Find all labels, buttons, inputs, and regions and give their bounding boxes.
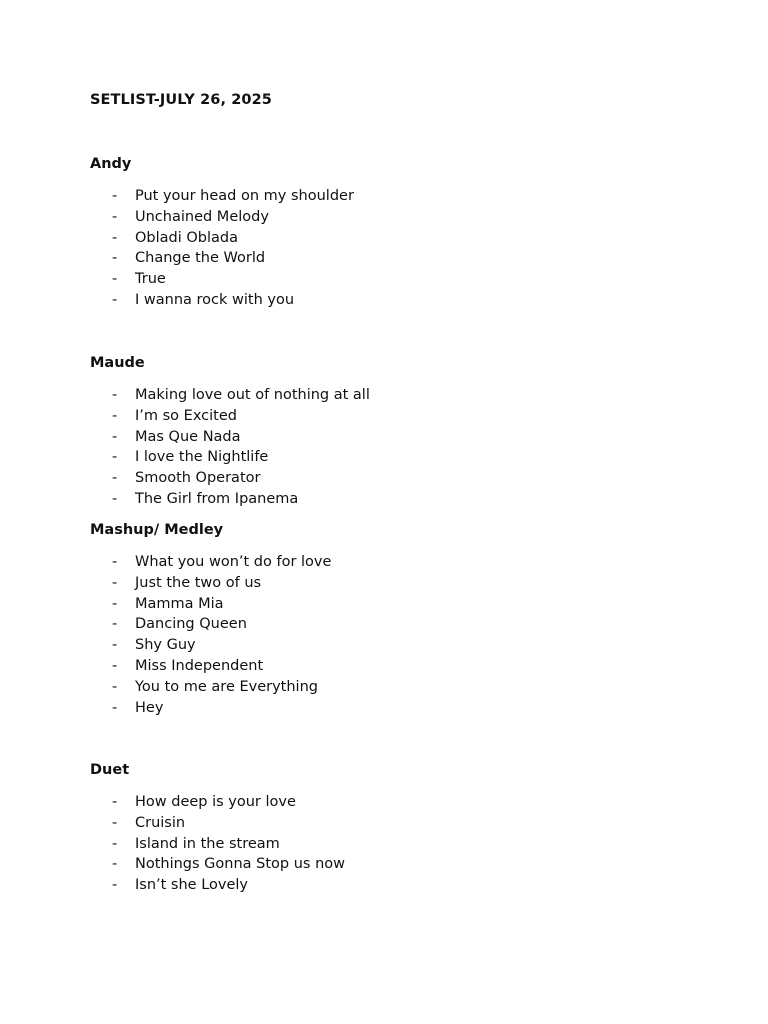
list-item [90,834,690,855]
section-maude [90,354,690,510]
section-andy [90,155,690,311]
list-item [90,552,690,573]
song-title: What you won’t do for love [135,554,332,570]
list-item [90,677,690,698]
list-item [90,248,690,269]
list-item [90,875,690,896]
list-item [90,698,690,719]
section-heading: Duet [90,762,130,778]
list-item [90,186,690,207]
list-item [90,269,690,290]
list-item [90,406,690,427]
song-title: Island in the stream [135,835,280,852]
bullet-dash: - [112,699,118,716]
song-title: How deep is your love [135,794,296,810]
section-mashup-medley [90,521,690,718]
bullet-dash: - [112,877,118,894]
song-title: The Girl from Ipanema [135,490,299,507]
bullet-dash: - [112,208,118,225]
song-list [90,385,690,510]
section-heading: Andy [90,156,132,172]
bullet-dash: - [112,387,118,403]
bullet-dash: - [112,574,118,591]
song-title: Miss Independent [135,657,264,674]
song-title: Nothings Gonna Stop us now [135,856,346,873]
song-title: Just the two of us [135,574,262,591]
song-title: Mamma Mia [135,595,224,612]
list-item [90,594,690,615]
list-item [90,854,690,875]
bullet-dash: - [112,271,118,288]
page-title: SETLIST-JULY 26, 2025 [90,92,272,108]
list-item [90,813,690,834]
song-title: True [135,271,166,288]
song-title: Hey [135,699,164,716]
bullet-dash: - [112,428,118,445]
bullet-dash: - [112,814,118,831]
list-item [90,635,690,656]
song-title: Mas Que Nada [135,428,241,445]
list-item [90,614,690,635]
section-heading: Mashup/ Medley [90,522,224,538]
song-list [90,792,690,896]
bullet-dash: - [112,794,118,810]
song-title: I wanna rock with you [135,291,295,308]
list-item [90,427,690,448]
bullet-dash: - [112,188,118,204]
section-heading: Maude [90,355,145,371]
song-title: Obladi Oblada [135,229,238,246]
bullet-dash: - [112,229,118,246]
bullet-dash: - [112,678,118,695]
list-item [90,447,690,468]
song-title: You to me are Everything [135,678,318,695]
bullet-dash: - [112,554,118,570]
list-item [90,228,690,249]
bullet-dash: - [112,250,118,267]
list-item [90,656,690,677]
song-title: I’m so Excited [135,407,237,424]
list-item [90,207,690,228]
song-title: Isn’t she Lovely [135,877,249,894]
bullet-dash: - [112,856,118,873]
list-item [90,489,690,510]
bullet-dash: - [112,657,118,674]
bullet-dash: - [112,490,118,507]
song-title: I love the Nightlife [135,449,269,466]
bullet-dash: - [112,407,118,424]
list-item [90,792,690,813]
song-list [90,552,690,718]
bullet-dash: - [112,616,118,633]
list-item [90,573,690,594]
song-title: Change the World [135,250,266,267]
list-item [90,468,690,489]
bullet-dash: - [112,595,118,612]
bullet-dash: - [112,470,118,487]
section-duet [90,761,690,896]
song-title: Unchained Melody [135,208,269,225]
song-title: Cruisin [135,814,186,831]
bullet-dash: - [112,291,118,308]
song-title: Shy Guy [135,637,196,654]
bullet-dash: - [112,449,118,466]
song-title: Put your head on my shoulder [135,188,354,204]
bullet-dash: - [112,637,118,654]
song-title: Making love out of nothing at all [135,387,370,403]
bullet-dash: - [112,835,118,852]
song-title: Dancing Queen [135,616,247,633]
list-item [90,290,690,311]
song-list [90,186,690,311]
song-title: Smooth Operator [135,470,261,487]
list-item [90,385,690,406]
